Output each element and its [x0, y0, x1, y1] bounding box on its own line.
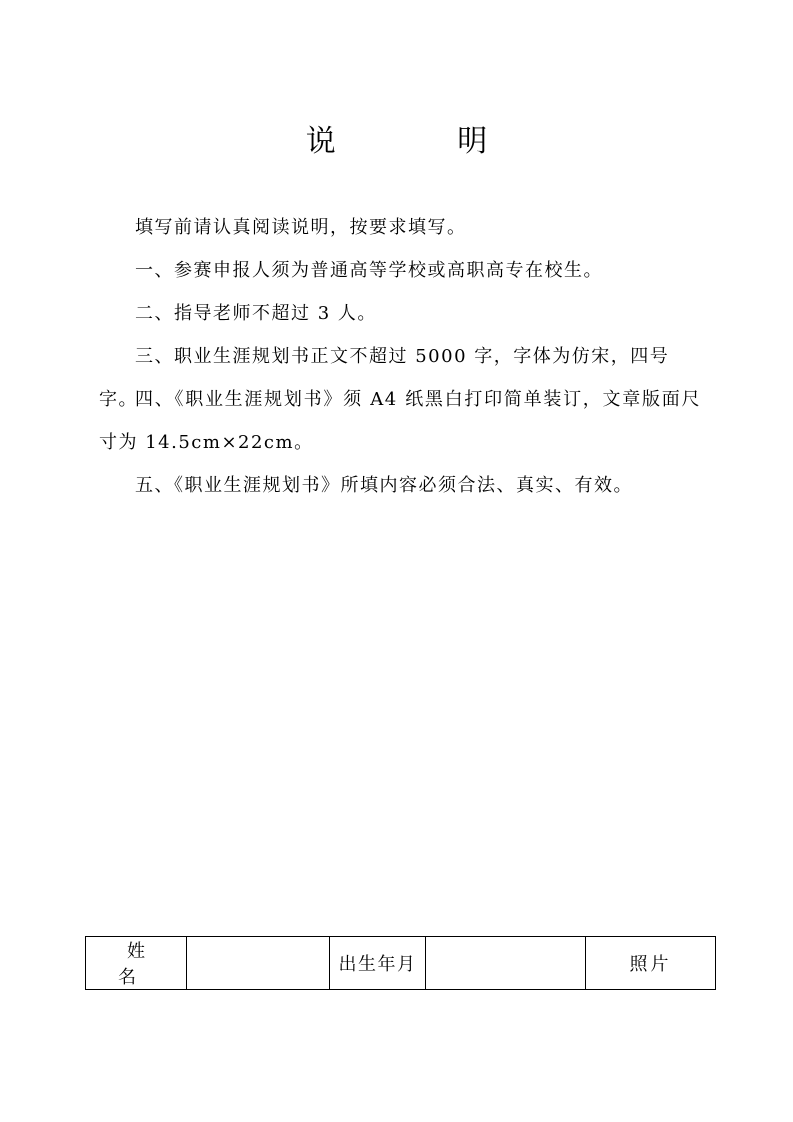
birth-date-field[interactable] [426, 937, 586, 990]
photo-label: 照片 [586, 937, 716, 990]
page-title: 说 明 [305, 124, 544, 159]
instruction-item-5: 五、《职业生涯规划书》所填内容必须合法、真实、有效。 [135, 475, 633, 496]
name-label: 姓 名 [86, 937, 187, 990]
applicant-info-table [85, 936, 716, 990]
instruction-item-3: 三、职业生涯规划书正文不超过 5000 字，字体为仿宋，四号字。 [99, 346, 670, 410]
instruction-item-1: 一、参赛申报人须为普通高等学校或高职高专在校生。 [135, 260, 603, 281]
instruction-intro: 填写前请认真阅读说明，按要求填写。 [135, 217, 467, 238]
birth-date-label: 出生年月 [330, 937, 426, 990]
instruction-item-4: 四、《职业生涯规划书》须 A4 纸黑白打印简单装订，文章版面尺寸为 14.5cm×22cm。 [99, 389, 701, 453]
instruction-item-2: 二、指导老师不超过 3 人。 [135, 303, 377, 324]
name-field[interactable] [187, 937, 330, 990]
table-row [86, 937, 716, 990]
